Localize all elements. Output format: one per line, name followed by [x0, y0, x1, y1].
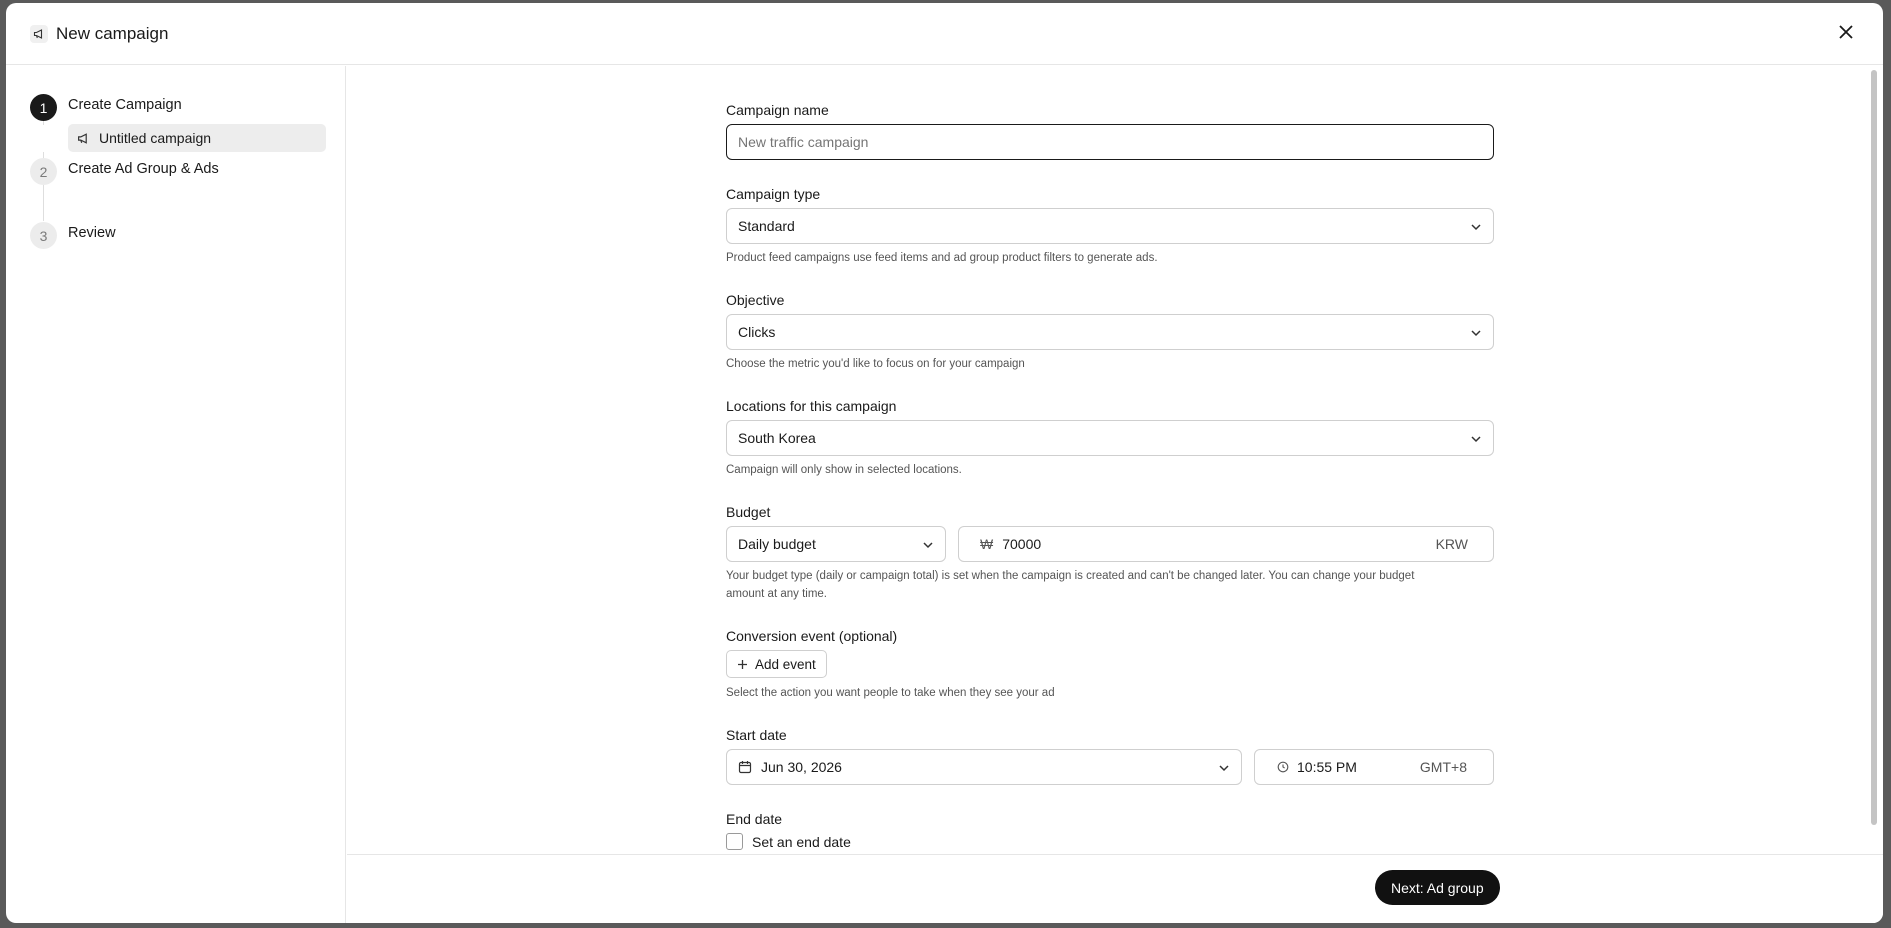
chevron-down-icon: [1469, 220, 1483, 234]
campaign-type-helper: Product feed campaigns use feed items and ad group product filters to generate ads.: [726, 252, 1158, 264]
new-campaign-modal: [6, 3, 1883, 923]
start-time-picker[interactable]: [1254, 749, 1494, 785]
objective-helper: Choose the metric you'd like to focus on for your campaign: [726, 358, 1025, 370]
scrollbar[interactable]: [1871, 70, 1879, 850]
chevron-down-icon: [1469, 326, 1483, 340]
budget-label: Budget: [726, 504, 771, 520]
timezone-value: GMT+8: [1419, 759, 1467, 775]
next-ad-group-button[interactable]: Next: Ad group: [1375, 870, 1500, 905]
currency-symbol: ₩: [980, 536, 994, 552]
clock-icon: [1277, 761, 1289, 773]
start-date-picker[interactable]: [726, 749, 1242, 785]
add-event-label: Add event: [755, 656, 816, 672]
locations-select[interactable]: [726, 420, 1494, 456]
chevron-down-icon: [1217, 761, 1231, 775]
campaign-type-label: Campaign type: [726, 186, 821, 202]
locations-value: South Korea: [738, 430, 816, 446]
objective-label: Objective: [726, 292, 785, 308]
step-label: Create Campaign: [68, 96, 182, 113]
form-content: [347, 66, 1883, 854]
campaign-type-select[interactable]: [726, 208, 1494, 244]
start-time-value: 10:55 PM: [1297, 759, 1357, 775]
budget-amount-value: 70000: [1002, 536, 1042, 552]
scrollbar-thumb[interactable]: [1871, 70, 1877, 825]
step-create-ad-group[interactable]: [30, 158, 219, 185]
step-review[interactable]: [30, 222, 116, 249]
budget-amount-input[interactable]: [958, 526, 1494, 562]
megaphone-icon: [77, 132, 90, 145]
sidebar-item-untitled-campaign[interactable]: [68, 124, 326, 152]
objective-value: Clicks: [738, 324, 776, 340]
step-number: 3: [30, 222, 57, 249]
end-date-label: End date: [726, 811, 783, 827]
plus-icon: [737, 659, 748, 670]
budget-helper-line1: Your budget type (daily or campaign total) is set when the campaign is created and can't be changed later. You can change your budget: [726, 570, 1415, 582]
currency-code: KRW: [1435, 536, 1468, 552]
close-icon: [1838, 24, 1854, 45]
start-date-value: Jun 30, 2026: [761, 759, 842, 775]
campaign-type-value: Standard: [738, 218, 795, 234]
campaign-name-input[interactable]: [726, 124, 1494, 160]
budget-type-select[interactable]: [726, 526, 946, 562]
end-date-checkbox-label: Set an end date: [752, 833, 851, 850]
campaign-name-label: Campaign name: [726, 102, 829, 118]
sidebar-item-label: Untitled campaign: [99, 130, 212, 146]
modal-header: [6, 3, 1883, 65]
step-number: 1: [30, 94, 57, 121]
megaphone-icon: [30, 25, 48, 43]
budget-helper: [726, 567, 1494, 603]
end-date-toggle[interactable]: [726, 833, 851, 850]
locations-helper: Campaign will only show in selected locations.: [726, 464, 962, 476]
step-label: Create Ad Group & Ads: [68, 160, 219, 177]
chevron-down-icon: [1469, 432, 1483, 446]
step-number: 2: [30, 158, 57, 185]
chevron-down-icon: [921, 538, 935, 552]
calendar-icon: [738, 760, 752, 774]
start-date-label: Start date: [726, 727, 787, 743]
conversion-helper: Select the action you want people to take when they see your ad: [726, 687, 1055, 699]
steps-sidebar: [6, 66, 346, 923]
modal-title: New campaign: [56, 23, 169, 43]
step-label: Review: [68, 224, 116, 241]
step-connector: [43, 185, 44, 221]
budget-helper-line2: amount at any time.: [726, 588, 827, 600]
objective-select[interactable]: [726, 314, 1494, 350]
locations-label: Locations for this campaign: [726, 398, 897, 414]
budget-type-value: Daily budget: [738, 536, 816, 552]
modal-footer: [347, 854, 1883, 923]
conversion-label: Conversion event (optional): [726, 628, 898, 644]
close-button[interactable]: [1833, 21, 1859, 47]
step-create-campaign[interactable]: [30, 94, 182, 121]
end-date-checkbox[interactable]: [726, 833, 743, 850]
add-event-button[interactable]: [726, 650, 827, 678]
